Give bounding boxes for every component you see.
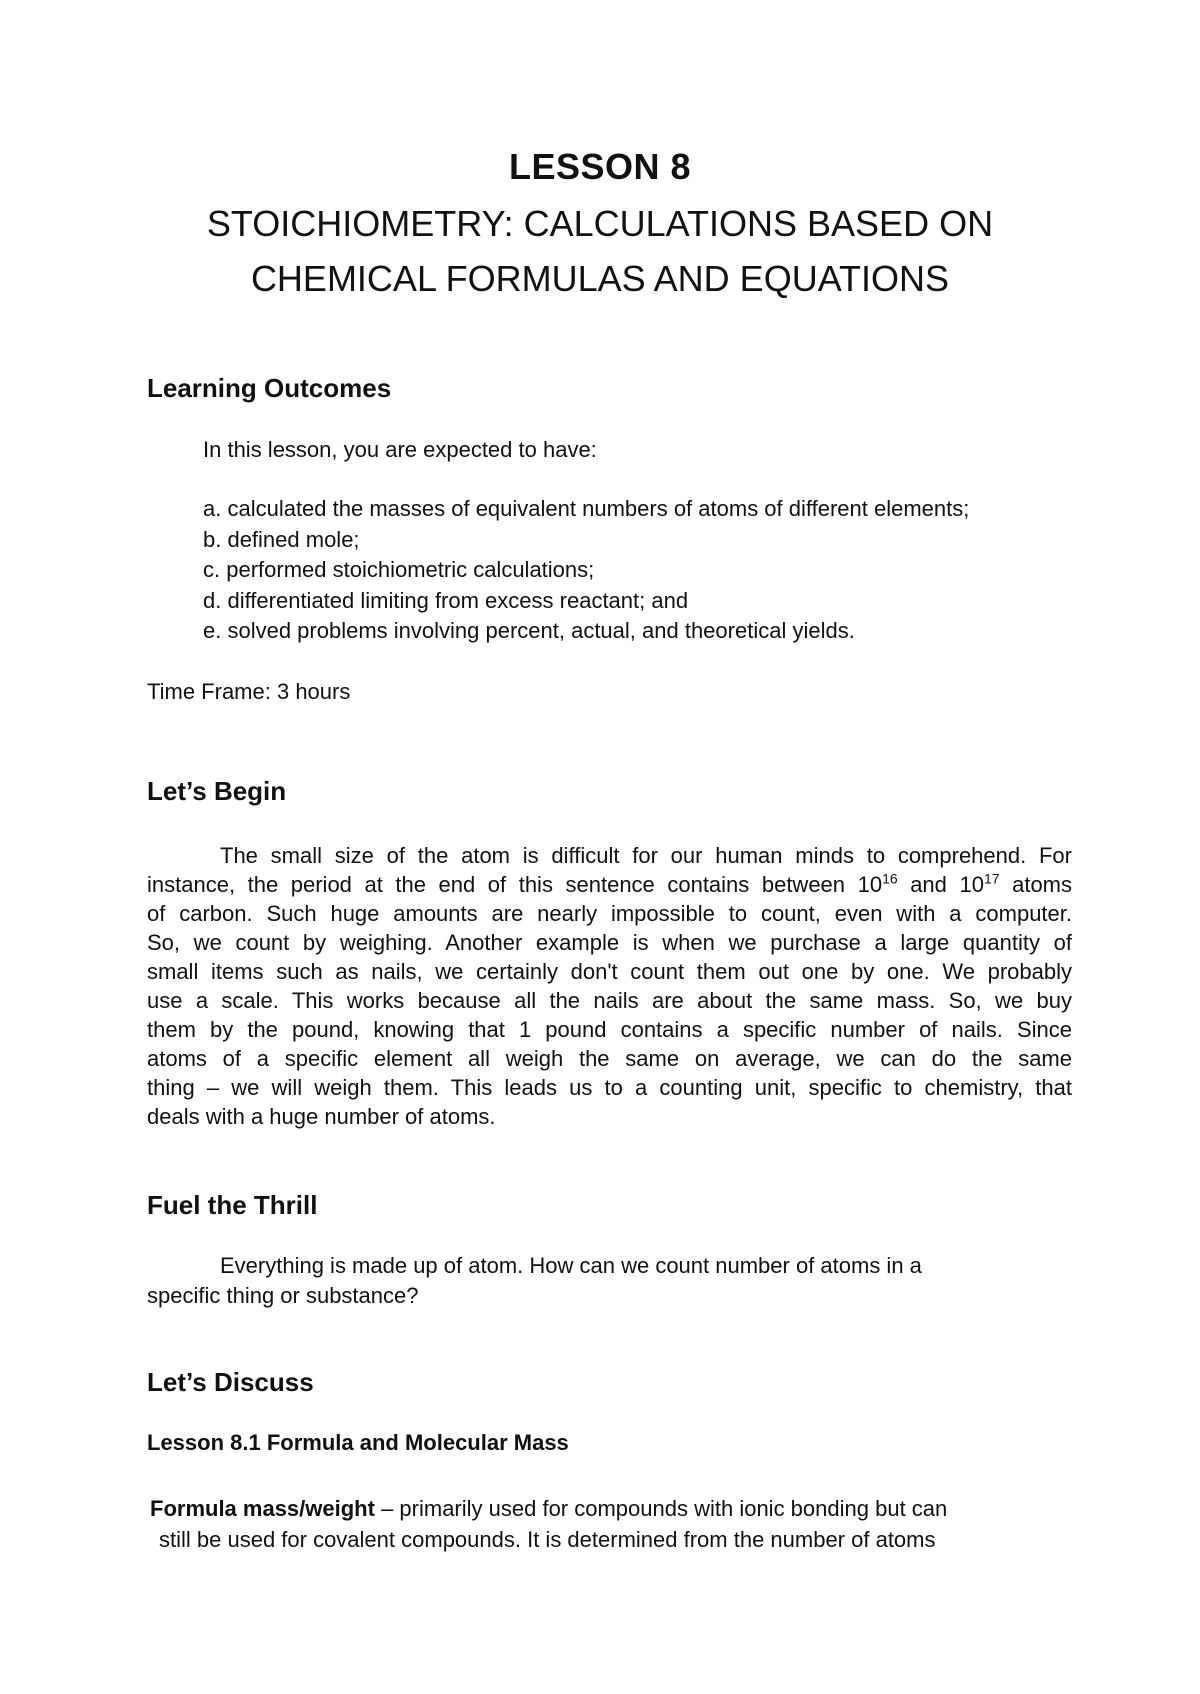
text-segment: atoms bbox=[999, 872, 1073, 897]
outcome-item-a: a. calculated the masses of equivalent numbers of atoms of different elements; bbox=[203, 496, 970, 521]
outcomes-intro: In this lesson, you are expected to have: bbox=[203, 437, 597, 462]
definition-text: – primarily used for compounds with ionic bonding but can bbox=[374, 1496, 948, 1521]
lets-discuss-heading: Let’s Discuss bbox=[147, 1367, 314, 1397]
outcome-item-b: b. defined mole; bbox=[203, 527, 360, 552]
paragraph-line: small items such as nails, we certainly don't count them out one by one. We probably bbox=[147, 959, 1072, 984]
paragraph-line bbox=[147, 870, 1072, 899]
fuel-the-thrill-heading: Fuel the Thrill bbox=[147, 1190, 318, 1220]
fuel-the-thrill-line-1: Everything is made up of atom. How can we count number of atoms in a bbox=[220, 1253, 922, 1278]
paragraph-line: The small size of the atom is difficult for our human minds to comprehend. For bbox=[220, 843, 1072, 868]
formula-mass-definition-line-1 bbox=[150, 1494, 1050, 1523]
paragraph-line: thing – we will weigh them. This leads us to a counting unit, specific to chemistry, that bbox=[147, 1075, 1072, 1100]
fuel-the-thrill-line-2: specific thing or substance? bbox=[147, 1283, 419, 1308]
lesson-number: LESSON 8 bbox=[508, 146, 692, 187]
lets-begin-heading: Let’s Begin bbox=[147, 776, 287, 806]
paragraph-line: deals with a huge number of atoms. bbox=[147, 1104, 496, 1129]
paragraph-line: them by the pound, knowing that 1 pound contains a specific number of nails. Since bbox=[147, 1017, 1072, 1042]
outcome-item-c: c. performed stoichiometric calculations; bbox=[203, 557, 595, 582]
paragraph-line: of carbon. Such huge amounts are nearly impossible to count, even with a computer. bbox=[147, 901, 1072, 926]
text-segment: instance, the period at the end of this sentence contains between 10 bbox=[147, 872, 883, 897]
learning-outcomes-heading: Learning Outcomes bbox=[147, 373, 392, 403]
time-frame: Time Frame: 3 hours bbox=[147, 679, 351, 704]
text-segment: and 10 bbox=[897, 872, 984, 897]
lesson-title-line-1: STOICHIOMETRY: CALCULATIONS BASED ON bbox=[206, 203, 994, 244]
lets-begin-paragraph bbox=[147, 841, 1072, 1131]
formula-mass-definition-line-2: still be used for covalent compounds. It is determined from the number of atoms bbox=[159, 1527, 936, 1552]
paragraph-line: atoms of a specific element all weigh the same on average, we can do the same bbox=[147, 1046, 1072, 1071]
defined-term: Formula mass/weight bbox=[150, 1496, 375, 1521]
outcome-item-e: e. solved problems involving percent, actual, and theoretical yields. bbox=[203, 618, 855, 643]
paragraph-line: So, we count by weighing. Another example is when we purchase a large quantity of bbox=[147, 930, 1072, 955]
exponent: 17 bbox=[983, 870, 1000, 887]
lesson-title-line-2: CHEMICAL FORMULAS AND EQUATIONS bbox=[250, 258, 950, 299]
exponent: 16 bbox=[882, 870, 898, 887]
lesson-8-1-subheading: Lesson 8.1 Formula and Molecular Mass bbox=[147, 1430, 569, 1455]
outcome-item-d: d. differentiated limiting from excess reactant; and bbox=[203, 588, 689, 613]
paragraph-line: use a scale. This works because all the nails are about the same mass. So, we buy bbox=[147, 988, 1072, 1013]
